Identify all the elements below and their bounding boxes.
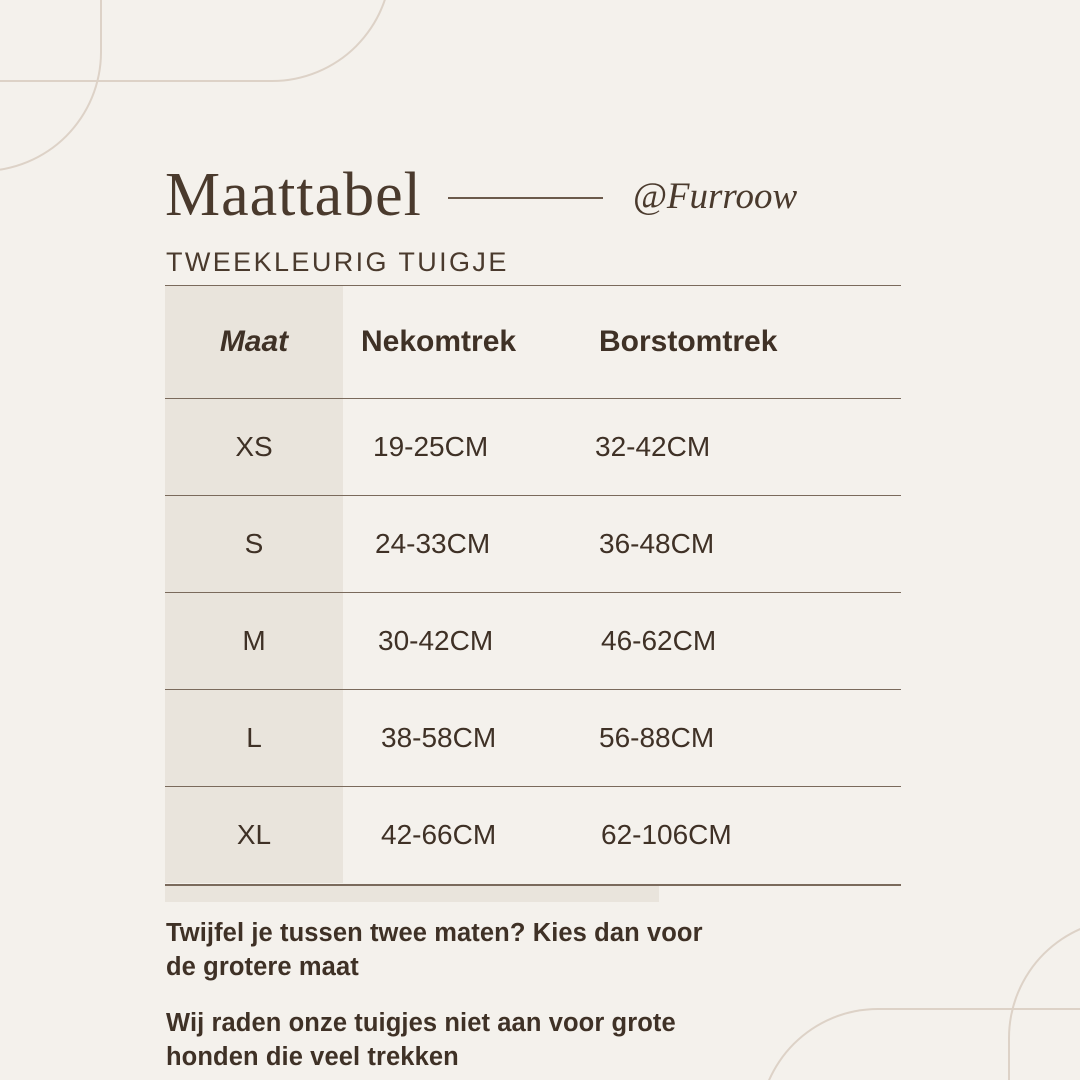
decorative-corner-line-bottom-right-inner: [1008, 918, 1080, 1080]
cell-chest: 36-48CM: [581, 496, 901, 593]
note-pulling-warning: Wij raden onze tuigjes niet aan voor grote honden die veel trekken: [166, 1008, 676, 1071]
title-divider: [448, 197, 603, 199]
cell-chest: 56-88CM: [581, 690, 901, 787]
table-footer-band: [165, 886, 659, 902]
cell-size: XS: [165, 399, 343, 496]
cell-size: M: [165, 593, 343, 690]
notes: [166, 917, 726, 1075]
table-row: [165, 787, 901, 884]
decorative-corner-line-top-left-inner: [0, 0, 102, 172]
table-header-row: [165, 286, 901, 399]
cell-chest: 46-62CM: [581, 593, 901, 690]
table-row: [165, 399, 901, 496]
column-header-chest: Borstomtrek: [581, 286, 901, 399]
cell-size: XL: [165, 787, 343, 884]
decorative-corner-line-bottom-right-outer: [758, 1008, 1080, 1080]
page-subtitle: TWEEKLEURIG TUIGJE: [166, 247, 509, 277]
size-table: [165, 285, 901, 883]
page-title: Maattabel: [165, 161, 422, 229]
note-size-advice: Twijfel je tussen twee maten? Kies dan voor de grotere maat: [166, 919, 703, 981]
cell-neck: 19-25CM: [343, 399, 581, 496]
cell-size: L: [165, 690, 343, 787]
cell-chest: 62-106CM: [581, 787, 901, 884]
cell-neck: 24-33CM: [343, 496, 581, 593]
column-header-size: Maat: [165, 286, 343, 399]
column-header-neck: Nekomtrek: [343, 286, 581, 399]
brand-handle: @Furroow: [632, 175, 798, 217]
cell-size: S: [165, 496, 343, 593]
table-bottom-rule: [165, 884, 901, 886]
header: [165, 155, 910, 235]
table-row: [165, 496, 901, 593]
cell-neck: 30-42CM: [343, 593, 581, 690]
cell-neck: 38-58CM: [343, 690, 581, 787]
table-row: [165, 593, 901, 690]
size-table-container: [165, 285, 901, 883]
decorative-corner-line-top-left-outer: [0, 0, 392, 82]
cell-chest: 32-42CM: [581, 399, 901, 496]
cell-neck: 42-66CM: [343, 787, 581, 884]
table-row: [165, 690, 901, 787]
